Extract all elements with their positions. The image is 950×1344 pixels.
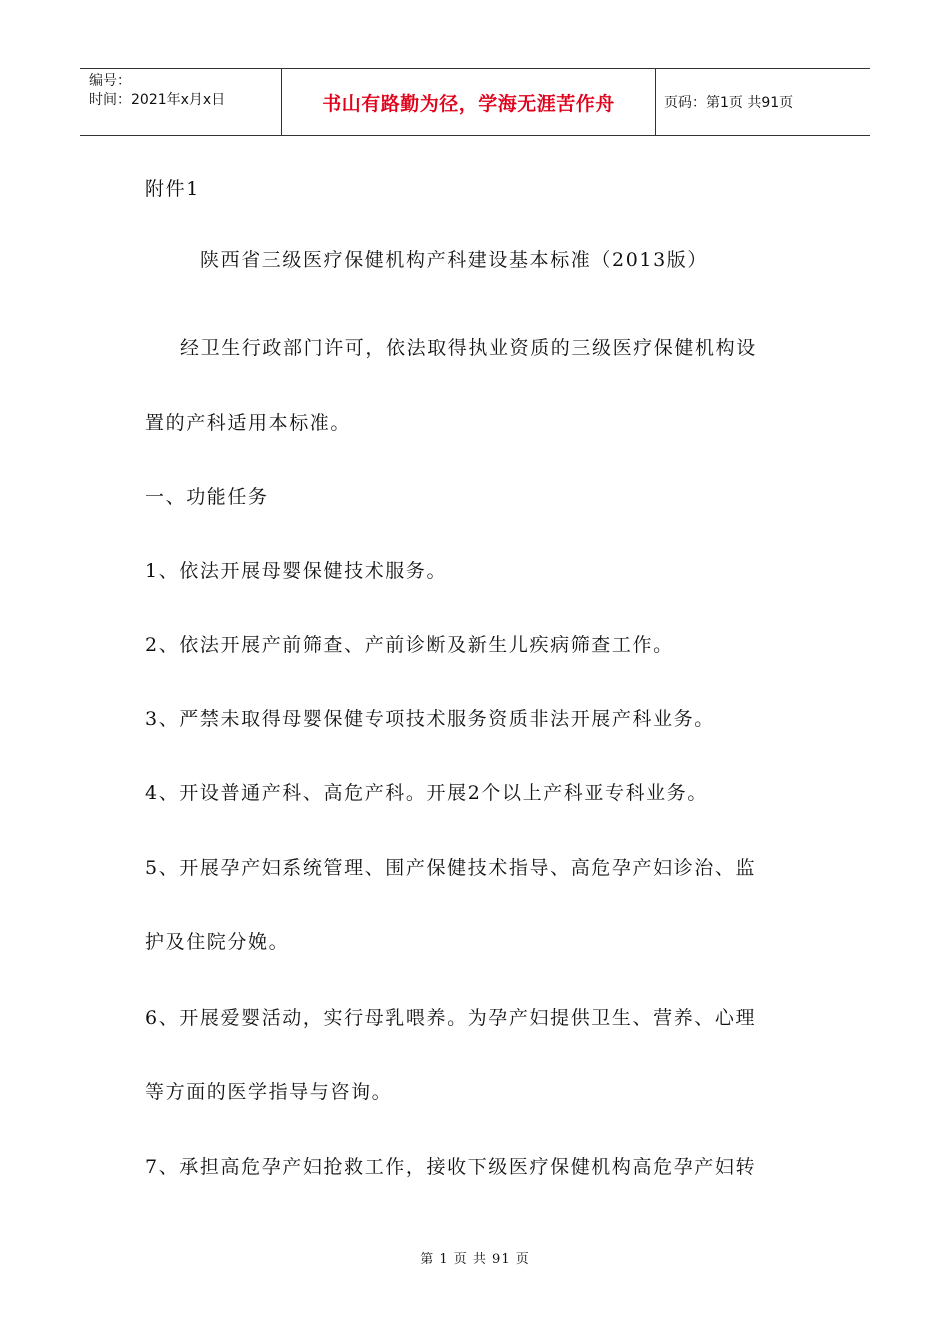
motto: 书山有路勤为径，学海无涯苦作舟 (322, 92, 615, 115)
header-motto-cell (282, 69, 656, 135)
header-meta-cell (80, 69, 282, 135)
number-label: 编号： (89, 73, 131, 89)
attachment-label: 附件1 (145, 178, 200, 200)
list-item: 1、依法开展母婴保健技术服务。 (145, 560, 448, 582)
time-label: 时间：2021年x月x日 (89, 92, 226, 108)
header-page-cell (656, 69, 870, 135)
section-heading: 一、功能任务 (145, 486, 269, 508)
document-header (80, 68, 870, 136)
list-item-continuation: 护及住院分娩。 (145, 931, 290, 953)
intro-paragraph-line-1: 经卫生行政部门许可，依法取得执业资质的三级医疗保健机构设 (180, 337, 757, 359)
list-item: 5、开展孕产妇系统管理、围产保健技术指导、高危孕产妇诊治、监 (145, 857, 757, 879)
intro-paragraph-line-2: 置的产科适用本标准。 (145, 412, 352, 434)
list-item: 4、开设普通产科、高危产科。开展2个以上产科亚专科业务。 (145, 782, 708, 804)
page-info: 页码：第1页 共91页 (664, 95, 794, 111)
list-item: 3、严禁未取得母婴保健专项技术服务资质非法开展产科业务。 (145, 708, 715, 730)
document-title: 陕西省三级医疗保健机构产科建设基本标准（2013版） (200, 249, 708, 271)
list-item: 2、依法开展产前筛查、产前诊断及新生儿疾病筛查工作。 (145, 634, 674, 656)
list-item-continuation: 等方面的医学指导与咨询。 (145, 1081, 393, 1103)
page-footer: 第 1 页 共 91 页 (420, 1252, 530, 1267)
list-item: 6、开展爱婴活动，实行母乳喂养。为孕产妇提供卫生、营养、心理 (145, 1007, 757, 1029)
list-item: 7、承担高危孕产妇抢救工作，接收下级医疗保健机构高危孕产妇转 (145, 1156, 757, 1178)
